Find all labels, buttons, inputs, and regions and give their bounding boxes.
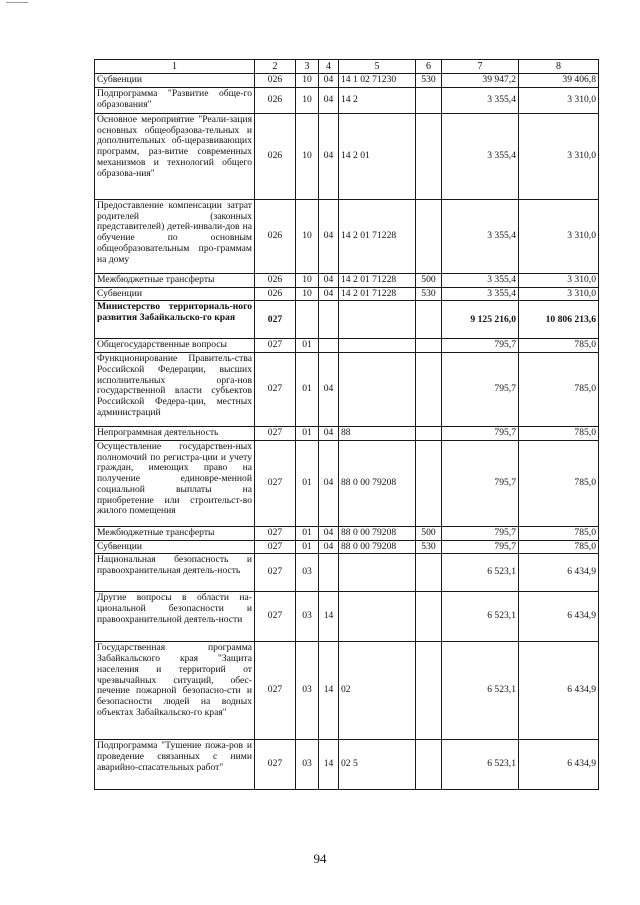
col-header-4: 4 bbox=[319, 60, 339, 74]
cell-amount-2: 785,0 bbox=[519, 427, 599, 441]
row-name: Подпрограмма "Тушение пожа-ров и проведение связанных с ними аварийно-спасательных работ" bbox=[95, 740, 255, 790]
table-row bbox=[95, 353, 599, 427]
row-name: Субвенции bbox=[95, 287, 255, 301]
cell-target-article bbox=[339, 301, 416, 339]
row-name: Субвенции bbox=[95, 74, 255, 88]
cell-amount-2: 39 406,8 bbox=[519, 74, 599, 88]
cell-amount-2: 3 310,0 bbox=[519, 273, 599, 287]
scan-edge-mark bbox=[6, 2, 28, 3]
col-header-3: 3 bbox=[296, 60, 319, 74]
row-name: Подпрограмма "Развитие обще-го образования" bbox=[95, 87, 255, 113]
cell-subsection: 14 bbox=[319, 740, 339, 790]
cell-admin-code: 027 bbox=[255, 740, 296, 790]
cell-expense-type: 530 bbox=[416, 74, 442, 88]
cell-subsection: 04 bbox=[319, 287, 339, 301]
cell-target-article: 88 0 00 79208 bbox=[339, 440, 416, 526]
cell-amount-1: 3 355,4 bbox=[442, 287, 519, 301]
cell-target-article: 14 2 01 71228 bbox=[339, 287, 416, 301]
cell-amount-2: 6 434,9 bbox=[519, 554, 599, 592]
cell-admin-code: 027 bbox=[255, 339, 296, 353]
cell-section: 01 bbox=[296, 526, 319, 540]
row-name: Межбюджетные трансферты bbox=[95, 273, 255, 287]
cell-admin-code: 027 bbox=[255, 540, 296, 554]
cell-section: 01 bbox=[296, 440, 319, 526]
cell-amount-2: 785,0 bbox=[519, 440, 599, 526]
row-name: Государственная программа Забайкальского края "Защита населения и территорий от чрезвычайных ситуаций, обес-печение пожарной безопасно-сти и безопасности людей на водных объектах Забайкальско-го края" bbox=[95, 642, 255, 740]
cell-section: 10 bbox=[296, 199, 319, 273]
cell-admin-code: 027 bbox=[255, 353, 296, 427]
cell-subsection: 04 bbox=[319, 273, 339, 287]
cell-section: 01 bbox=[296, 540, 319, 554]
cell-expense-type bbox=[416, 427, 442, 441]
cell-admin-code: 026 bbox=[255, 113, 296, 199]
cell-amount-2: 6 434,9 bbox=[519, 740, 599, 790]
cell-section: 03 bbox=[296, 554, 319, 592]
row-name: Непрограммная деятельность bbox=[95, 427, 255, 441]
cell-amount-2: 6 434,9 bbox=[519, 592, 599, 642]
table-row bbox=[95, 339, 599, 353]
cell-target-article bbox=[339, 554, 416, 592]
cell-amount-1: 3 355,4 bbox=[442, 113, 519, 199]
cell-expense-type bbox=[416, 554, 442, 592]
table-row bbox=[95, 87, 599, 113]
cell-amount-1: 795,7 bbox=[442, 353, 519, 427]
table-row bbox=[95, 592, 599, 642]
cell-section: 10 bbox=[296, 287, 319, 301]
cell-admin-code: 027 bbox=[255, 642, 296, 740]
cell-expense-type bbox=[416, 440, 442, 526]
col-header-2: 2 bbox=[255, 60, 296, 74]
cell-admin-code: 027 bbox=[255, 427, 296, 441]
cell-subsection: 04 bbox=[319, 440, 339, 526]
cell-target-article bbox=[339, 353, 416, 427]
cell-expense-type bbox=[416, 87, 442, 113]
cell-expense-type bbox=[416, 592, 442, 642]
table-row bbox=[95, 554, 599, 592]
cell-admin-code: 027 bbox=[255, 592, 296, 642]
cell-admin-code: 027 bbox=[255, 440, 296, 526]
cell-target-article: 14 2 bbox=[339, 87, 416, 113]
cell-subsection: 04 bbox=[319, 427, 339, 441]
cell-expense-type bbox=[416, 740, 442, 790]
cell-expense-type bbox=[416, 642, 442, 740]
table-header-row bbox=[95, 60, 599, 74]
cell-subsection bbox=[319, 339, 339, 353]
cell-section: 10 bbox=[296, 87, 319, 113]
row-name: Субвенции bbox=[95, 540, 255, 554]
row-name: Основное мероприятие "Реали-зация основных общеобразова-тельных и дополнительных об-щеразвивающих программ, раз-витие современных механизмов и технологий общего образова-ния" bbox=[95, 113, 255, 199]
cell-admin-code: 027 bbox=[255, 554, 296, 592]
cell-subsection: 04 bbox=[319, 74, 339, 88]
cell-amount-2: 3 310,0 bbox=[519, 87, 599, 113]
cell-amount-1: 795,7 bbox=[442, 540, 519, 554]
cell-expense-type bbox=[416, 339, 442, 353]
row-name: Другие вопросы в области на-циональной безопасности и правоохранительной деятель-ности bbox=[95, 592, 255, 642]
cell-subsection: 04 bbox=[319, 540, 339, 554]
cell-subsection: 04 bbox=[319, 87, 339, 113]
cell-expense-type: 530 bbox=[416, 540, 442, 554]
cell-target-article: 88 0 00 79208 bbox=[339, 540, 416, 554]
cell-target-article bbox=[339, 592, 416, 642]
col-header-8: 8 bbox=[519, 60, 599, 74]
cell-amount-1: 39 947,2 bbox=[442, 74, 519, 88]
table-row bbox=[95, 74, 599, 88]
cell-section: 03 bbox=[296, 642, 319, 740]
row-name: Осуществление государствен-ных полномочий по регистра-ции и учету граждан, имеющих право на получение единовре-менной социальной выплаты на приобретение или строительст-во жилого помещения bbox=[95, 440, 255, 526]
cell-section: 10 bbox=[296, 113, 319, 199]
cell-amount-1: 795,7 bbox=[442, 440, 519, 526]
row-name: Предоставление компенсации затрат родителей (законных представителей) детей-инвали-дов на обучение по основным общеобразовательным про-граммам на дому bbox=[95, 199, 255, 273]
table-row bbox=[95, 273, 599, 287]
table-row bbox=[95, 287, 599, 301]
cell-amount-2: 3 310,0 bbox=[519, 113, 599, 199]
row-name: Межбюджетные трансферты bbox=[95, 526, 255, 540]
cell-amount-1: 3 355,4 bbox=[442, 273, 519, 287]
cell-amount-1: 6 523,1 bbox=[442, 740, 519, 790]
cell-target-article: 14 2 01 71228 bbox=[339, 199, 416, 273]
col-header-1: 1 bbox=[95, 60, 255, 74]
cell-amount-1: 795,7 bbox=[442, 427, 519, 441]
row-name: Министерство территориаль-ного развития Забайкальско-го края bbox=[95, 301, 255, 339]
cell-expense-type bbox=[416, 199, 442, 273]
cell-section bbox=[296, 301, 319, 339]
cell-amount-2: 3 310,0 bbox=[519, 287, 599, 301]
cell-expense-type bbox=[416, 353, 442, 427]
cell-section: 10 bbox=[296, 273, 319, 287]
cell-amount-2: 3 310,0 bbox=[519, 199, 599, 273]
cell-amount-2: 785,0 bbox=[519, 353, 599, 427]
cell-admin-code: 026 bbox=[255, 74, 296, 88]
table-row bbox=[95, 113, 599, 199]
cell-subsection: 14 bbox=[319, 642, 339, 740]
cell-subsection: 04 bbox=[319, 199, 339, 273]
table-row bbox=[95, 540, 599, 554]
cell-target-article bbox=[339, 339, 416, 353]
cell-amount-1: 3 355,4 bbox=[442, 199, 519, 273]
cell-target-article: 14 1 02 71230 bbox=[339, 74, 416, 88]
cell-amount-1: 795,7 bbox=[442, 339, 519, 353]
table-row bbox=[95, 440, 599, 526]
cell-target-article: 14 2 01 71228 bbox=[339, 273, 416, 287]
cell-subsection: 04 bbox=[319, 526, 339, 540]
row-name: Общегосударственные вопросы bbox=[95, 339, 255, 353]
cell-admin-code: 027 bbox=[255, 301, 296, 339]
cell-amount-2: 6 434,9 bbox=[519, 642, 599, 740]
table-row bbox=[95, 526, 599, 540]
cell-subsection: 04 bbox=[319, 353, 339, 427]
cell-target-article: 88 bbox=[339, 427, 416, 441]
table-row bbox=[95, 199, 599, 273]
table-row bbox=[95, 740, 599, 790]
cell-amount-1: 6 523,1 bbox=[442, 554, 519, 592]
cell-section: 01 bbox=[296, 427, 319, 441]
cell-subsection: 14 bbox=[319, 592, 339, 642]
cell-section: 10 bbox=[296, 74, 319, 88]
col-header-7: 7 bbox=[442, 60, 519, 74]
row-name: Национальная безопасность и правоохранительная деятель-ность bbox=[95, 554, 255, 592]
cell-amount-2: 785,0 bbox=[519, 339, 599, 353]
row-name: Функционирование Правитель-ства Российской Федерации, высших исполнительных орга-нов государственной власти субъектов Российской Федера-ции, местных администраций bbox=[95, 353, 255, 427]
table-row bbox=[95, 427, 599, 441]
cell-admin-code: 026 bbox=[255, 199, 296, 273]
cell-section: 01 bbox=[296, 339, 319, 353]
cell-section: 03 bbox=[296, 592, 319, 642]
cell-section: 03 bbox=[296, 740, 319, 790]
cell-expense-type: 500 bbox=[416, 526, 442, 540]
cell-admin-code: 026 bbox=[255, 273, 296, 287]
cell-target-article: 88 0 00 79208 bbox=[339, 526, 416, 540]
cell-admin-code: 027 bbox=[255, 526, 296, 540]
cell-target-article: 02 bbox=[339, 642, 416, 740]
cell-target-article: 14 2 01 bbox=[339, 113, 416, 199]
cell-amount-2: 785,0 bbox=[519, 540, 599, 554]
table-row bbox=[95, 642, 599, 740]
col-header-5: 5 bbox=[339, 60, 416, 74]
cell-expense-type: 530 bbox=[416, 287, 442, 301]
cell-amount-1: 9 125 216,0 bbox=[442, 301, 519, 339]
cell-expense-type bbox=[416, 113, 442, 199]
cell-admin-code: 026 bbox=[255, 87, 296, 113]
table-row bbox=[95, 301, 599, 339]
budget-table bbox=[94, 59, 599, 790]
cell-amount-2: 10 806 213,6 bbox=[519, 301, 599, 339]
cell-amount-1: 3 355,4 bbox=[442, 87, 519, 113]
cell-target-article: 02 5 bbox=[339, 740, 416, 790]
cell-amount-1: 6 523,1 bbox=[442, 642, 519, 740]
page-number: 94 bbox=[313, 851, 327, 866]
cell-section: 01 bbox=[296, 353, 319, 427]
cell-expense-type: 500 bbox=[416, 273, 442, 287]
cell-amount-1: 6 523,1 bbox=[442, 592, 519, 642]
cell-subsection bbox=[319, 301, 339, 339]
cell-subsection bbox=[319, 554, 339, 592]
cell-admin-code: 026 bbox=[255, 287, 296, 301]
cell-expense-type bbox=[416, 301, 442, 339]
cell-subsection: 04 bbox=[319, 113, 339, 199]
cell-amount-1: 795,7 bbox=[442, 526, 519, 540]
col-header-6: 6 bbox=[416, 60, 442, 74]
cell-amount-2: 785,0 bbox=[519, 526, 599, 540]
